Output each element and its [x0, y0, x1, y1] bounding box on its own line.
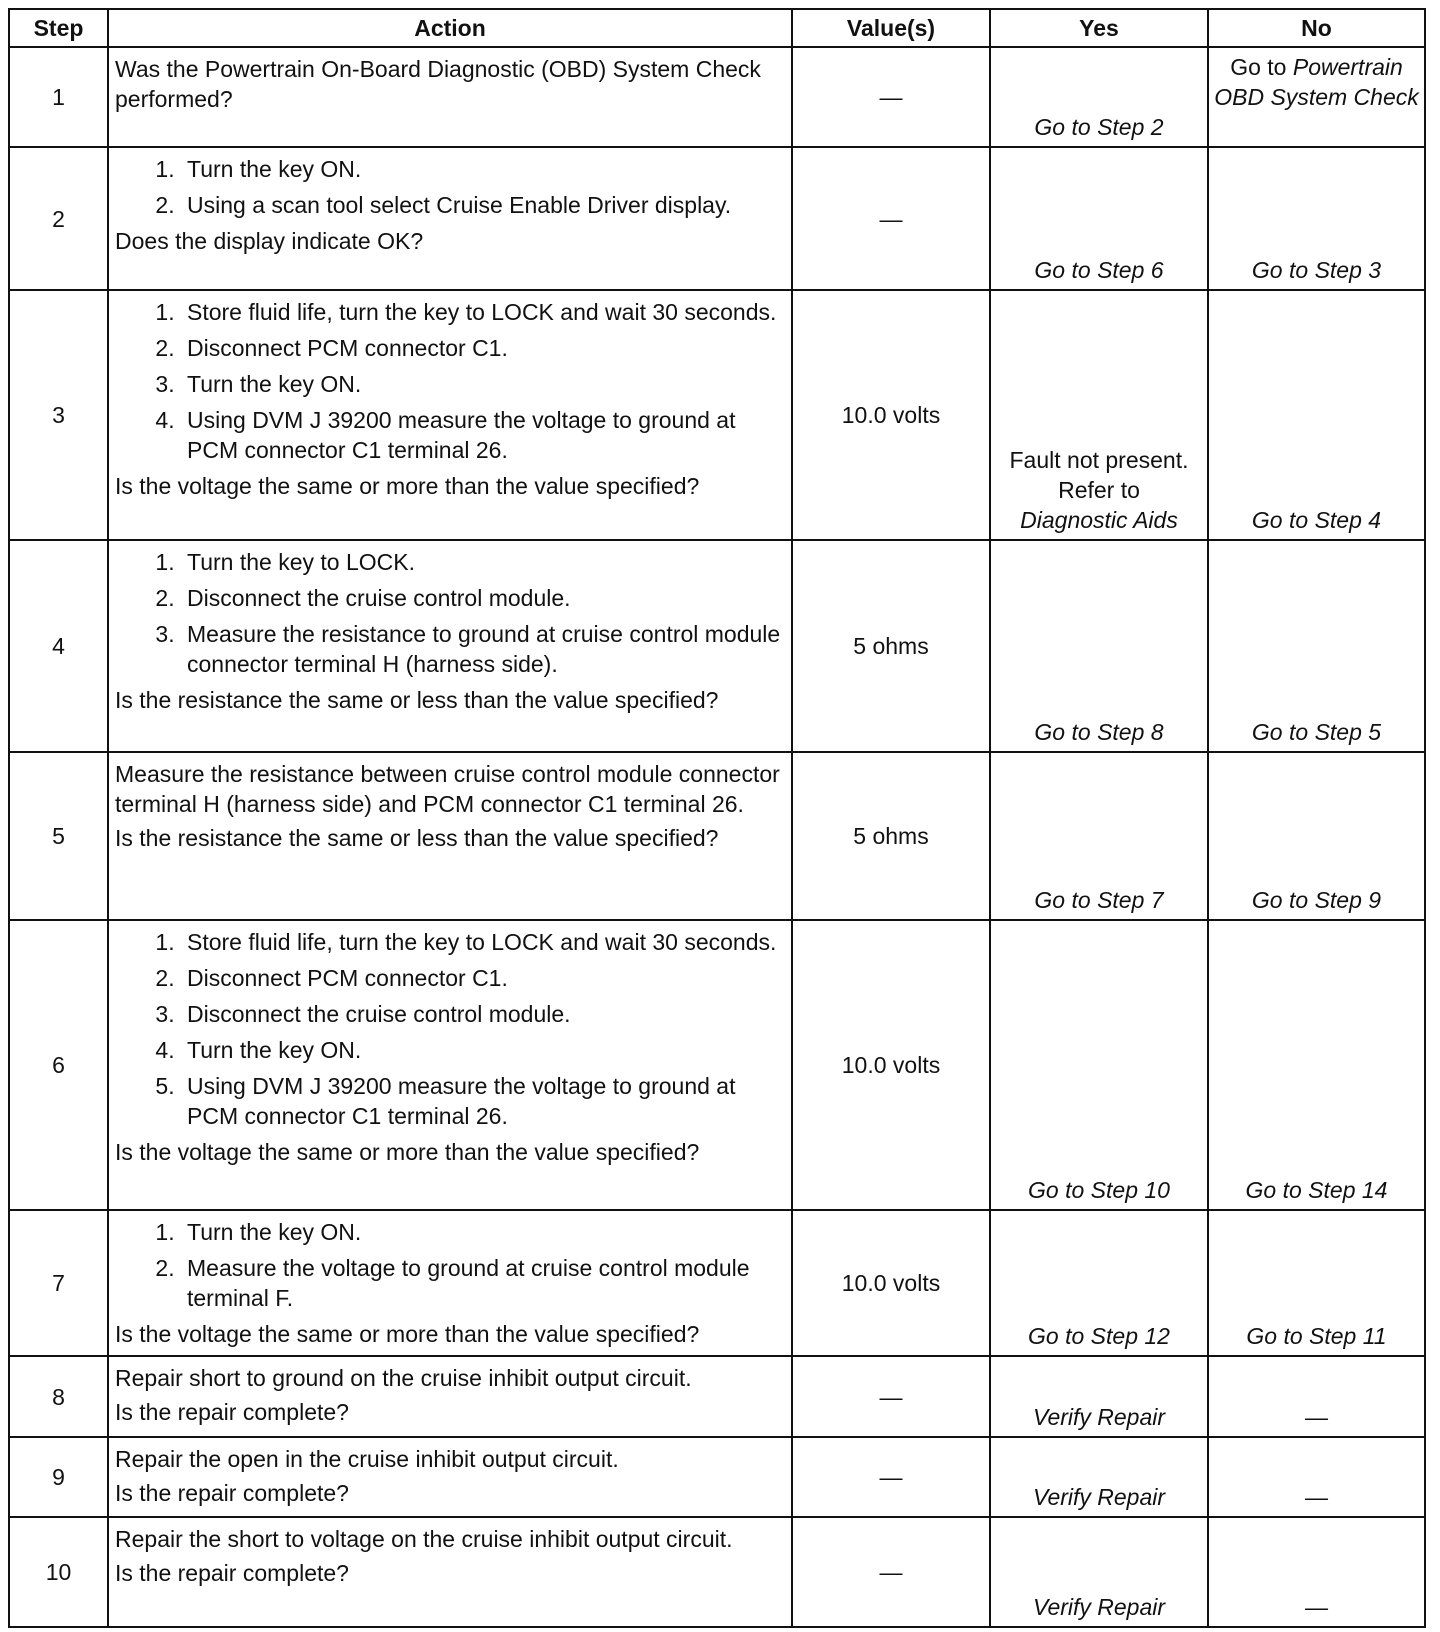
action-question: Is the resistance the same or less than the value specified? — [115, 825, 719, 851]
no-cell: Go to Step 9 — [1208, 752, 1425, 920]
action-cell — [108, 1356, 792, 1437]
action-cell — [108, 147, 792, 290]
header-step: Step — [9, 9, 108, 47]
table-row — [9, 1437, 1425, 1517]
action-cell — [108, 920, 792, 1210]
no-cell: Go to Step 11 — [1208, 1210, 1425, 1356]
action-text: Repair short to ground on the cruise inhibit output circuit. — [115, 1365, 692, 1391]
value-cell: 10.0 volts — [792, 920, 990, 1210]
action-item: 1. Turn the key to LOCK. — [181, 547, 781, 577]
action-question: Is the voltage the same or more than the value specified? — [115, 473, 700, 499]
action-list — [115, 927, 781, 1131]
table-row — [9, 752, 1425, 920]
header-no: No — [1208, 9, 1425, 47]
no-emph: Powertrain OBD System Check — [1214, 54, 1419, 110]
yes-line: Fault not present. — [1009, 447, 1189, 473]
step-number: 5 — [9, 752, 108, 920]
action-question: Is the repair complete? — [115, 1480, 349, 1506]
action-list — [115, 547, 781, 679]
action-question: Is the voltage the same or more than the value specified? — [115, 1139, 700, 1165]
table-row — [9, 1210, 1425, 1356]
action-item: 2. Disconnect PCM connector C1. — [181, 963, 781, 993]
action-cell — [108, 540, 792, 752]
yes-cell: Verify Repair — [990, 1356, 1208, 1437]
action-item: 4. Using DVM J 39200 measure the voltage to ground at PCM connector C1 terminal 26. — [181, 405, 781, 465]
step-number: 6 — [9, 920, 108, 1210]
yes-cell: Verify Repair — [990, 1517, 1208, 1627]
table-row — [9, 1517, 1425, 1627]
action-item: 3. Turn the key ON. — [181, 369, 781, 399]
step-number: 10 — [9, 1517, 108, 1627]
action-cell — [108, 752, 792, 920]
action-question: Does the display indicate OK? — [115, 228, 424, 254]
header-values: Value(s) — [792, 9, 990, 47]
yes-cell: Go to Step 8 — [990, 540, 1208, 752]
step-number: 3 — [9, 290, 108, 540]
no-cell: — — [1208, 1517, 1425, 1627]
action-item: 2. Measure the voltage to ground at cruise control module terminal F. — [181, 1253, 781, 1313]
action-cell — [108, 47, 792, 147]
diagnostic-table — [8, 8, 1426, 1628]
no-cell: Go to Step 3 — [1208, 147, 1425, 290]
action-cell — [108, 1517, 792, 1627]
action-question: Is the repair complete? — [115, 1560, 349, 1586]
value-cell: — — [792, 1437, 990, 1517]
table-row — [9, 540, 1425, 752]
yes-cell: Go to Step 2 — [990, 47, 1208, 147]
action-text: Measure the resistance between cruise control module connector terminal H (harness side) and PCM connector C1 terminal 26. — [115, 761, 780, 817]
action-item: 5. Using DVM J 39200 measure the voltage to ground at PCM connector C1 terminal 26. — [181, 1071, 781, 1131]
yes-cell: Go to Step 10 — [990, 920, 1208, 1210]
yes-line: Refer to — [1058, 477, 1140, 503]
action-item: 2. Disconnect PCM connector C1. — [181, 333, 781, 363]
action-item: 1. Turn the key ON. — [181, 154, 781, 184]
action-item: 4. Turn the key ON. — [181, 1035, 781, 1065]
yes-cell: Verify Repair — [990, 1437, 1208, 1517]
value-cell: 10.0 volts — [792, 1210, 990, 1356]
yes-cell: Go to Step 12 — [990, 1210, 1208, 1356]
header-row — [9, 9, 1425, 47]
action-cell — [108, 290, 792, 540]
action-item: 3. Disconnect the cruise control module. — [181, 999, 781, 1029]
action-item: 1. Store fluid life, turn the key to LOCK and wait 30 seconds. — [181, 927, 781, 957]
action-list — [115, 1217, 781, 1313]
step-number: 9 — [9, 1437, 108, 1517]
action-item: 2. Disconnect the cruise control module. — [181, 583, 781, 613]
yes-emph: Diagnostic Aids — [1020, 507, 1178, 533]
action-list — [115, 154, 781, 220]
action-text: Repair the short to voltage on the cruise inhibit output circuit. — [115, 1526, 733, 1552]
table-row — [9, 147, 1425, 290]
table-row — [9, 1356, 1425, 1437]
action-text: Repair the open in the cruise inhibit output circuit. — [115, 1446, 619, 1472]
yes-cell: Go to Step 7 — [990, 752, 1208, 920]
action-cell — [108, 1210, 792, 1356]
step-number: 8 — [9, 1356, 108, 1437]
action-list — [115, 297, 781, 465]
step-number: 7 — [9, 1210, 108, 1356]
yes-cell: Go to Step 6 — [990, 147, 1208, 290]
no-prefix: Go to — [1230, 54, 1287, 80]
action-item: 1. Store fluid life, turn the key to LOCK and wait 30 seconds. — [181, 297, 781, 327]
value-cell: 10.0 volts — [792, 290, 990, 540]
no-cell: Go to Step 5 — [1208, 540, 1425, 752]
action-item: 1. Turn the key ON. — [181, 1217, 781, 1247]
no-cell: — — [1208, 1356, 1425, 1437]
action-question: Is the repair complete? — [115, 1399, 349, 1425]
value-cell: 5 ohms — [792, 540, 990, 752]
action-question: Is the resistance the same or less than the value specified? — [115, 687, 719, 713]
no-cell — [1208, 47, 1425, 147]
header-yes: Yes — [990, 9, 1208, 47]
header-action: Action — [108, 9, 792, 47]
step-number: 2 — [9, 147, 108, 290]
no-cell: Go to Step 14 — [1208, 920, 1425, 1210]
action-cell — [108, 1437, 792, 1517]
value-cell: — — [792, 147, 990, 290]
table-row — [9, 920, 1425, 1210]
no-cell: Go to Step 4 — [1208, 290, 1425, 540]
step-number: 1 — [9, 47, 108, 147]
step-number: 4 — [9, 540, 108, 752]
value-cell: — — [792, 1356, 990, 1437]
yes-cell — [990, 290, 1208, 540]
value-cell: 5 ohms — [792, 752, 990, 920]
table-row — [9, 47, 1425, 147]
action-item: 2. Using a scan tool select Cruise Enable Driver display. — [181, 190, 781, 220]
no-cell: — — [1208, 1437, 1425, 1517]
table-row — [9, 290, 1425, 540]
action-text: Was the Powertrain On-Board Diagnostic (OBD) System Check performed? — [115, 56, 761, 112]
value-cell: — — [792, 1517, 990, 1627]
action-item: 3. Measure the resistance to ground at cruise control module connector terminal H (harness side). — [181, 619, 781, 679]
value-cell: — — [792, 47, 990, 147]
action-question: Is the voltage the same or more than the value specified? — [115, 1321, 700, 1347]
